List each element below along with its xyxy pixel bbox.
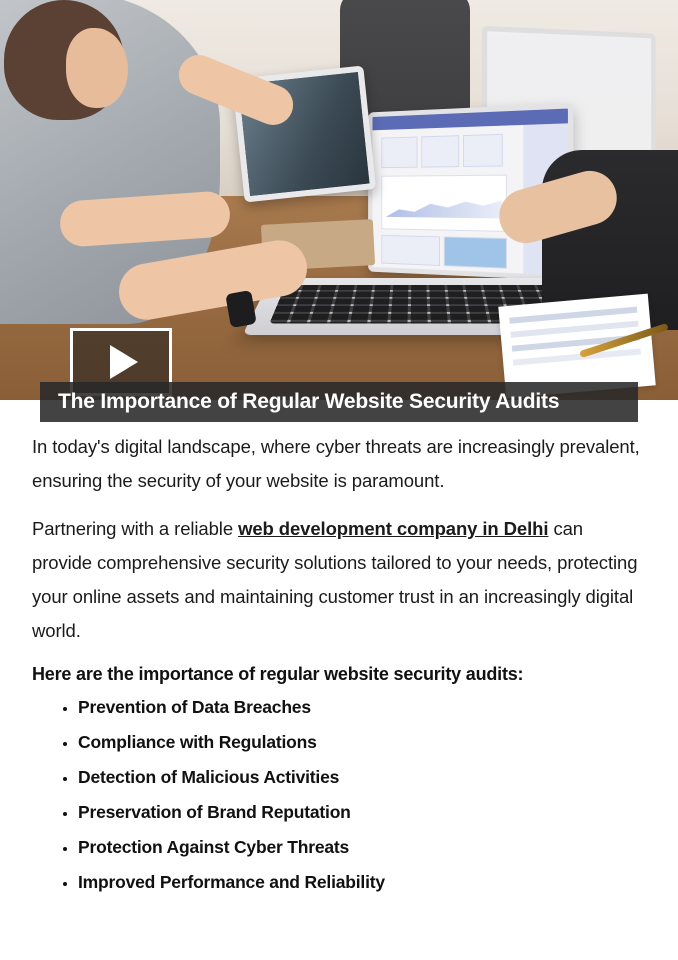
page-title: The Importance of Regular Website Security Audits bbox=[58, 390, 560, 413]
paragraph-intro bbox=[32, 430, 646, 498]
list-item: • Preservation of Brand Reputation bbox=[78, 802, 646, 823]
article-body bbox=[0, 430, 678, 907]
hero-media bbox=[0, 0, 678, 400]
laptop-ui-card bbox=[381, 235, 440, 266]
play-icon bbox=[110, 345, 138, 379]
wristwatch bbox=[225, 290, 257, 328]
paragraph-intro-text: In today's digital landscape, where cyber threats are increasingly prevalent, ensuring the security of your website is paramount. bbox=[32, 436, 640, 491]
list-item: • Improved Performance and Reliability bbox=[78, 872, 646, 893]
laptop-ui-card bbox=[463, 134, 503, 167]
list-item: • Detection of Malicious Activities bbox=[78, 767, 646, 788]
title-banner bbox=[40, 382, 638, 422]
laptop-ui-card bbox=[381, 136, 417, 168]
laptop-ui-map bbox=[444, 236, 507, 268]
web-development-company-link[interactable]: web development company in Delhi bbox=[238, 518, 549, 539]
laptop-ui-chart bbox=[381, 175, 507, 232]
benefits-list bbox=[32, 697, 646, 893]
paragraph-partner bbox=[32, 512, 646, 648]
list-lead-in: Here are the importance of regular website security audits: bbox=[32, 664, 524, 684]
paragraph-partner-prefix: Partnering with a reliable bbox=[32, 518, 239, 539]
person-face bbox=[66, 28, 128, 108]
laptop-ui-card bbox=[421, 135, 459, 167]
list-item: • Prevention of Data Breaches bbox=[78, 697, 646, 718]
list-item: • Compliance with Regulations bbox=[78, 732, 646, 753]
list-item: • Protection Against Cyber Threats bbox=[78, 837, 646, 858]
paragraph-partner-suffix: can provide comprehensive security solutions tailored to your needs, protecting your online assets and maintaining customer trust in an increasingly digital world. bbox=[32, 518, 638, 641]
